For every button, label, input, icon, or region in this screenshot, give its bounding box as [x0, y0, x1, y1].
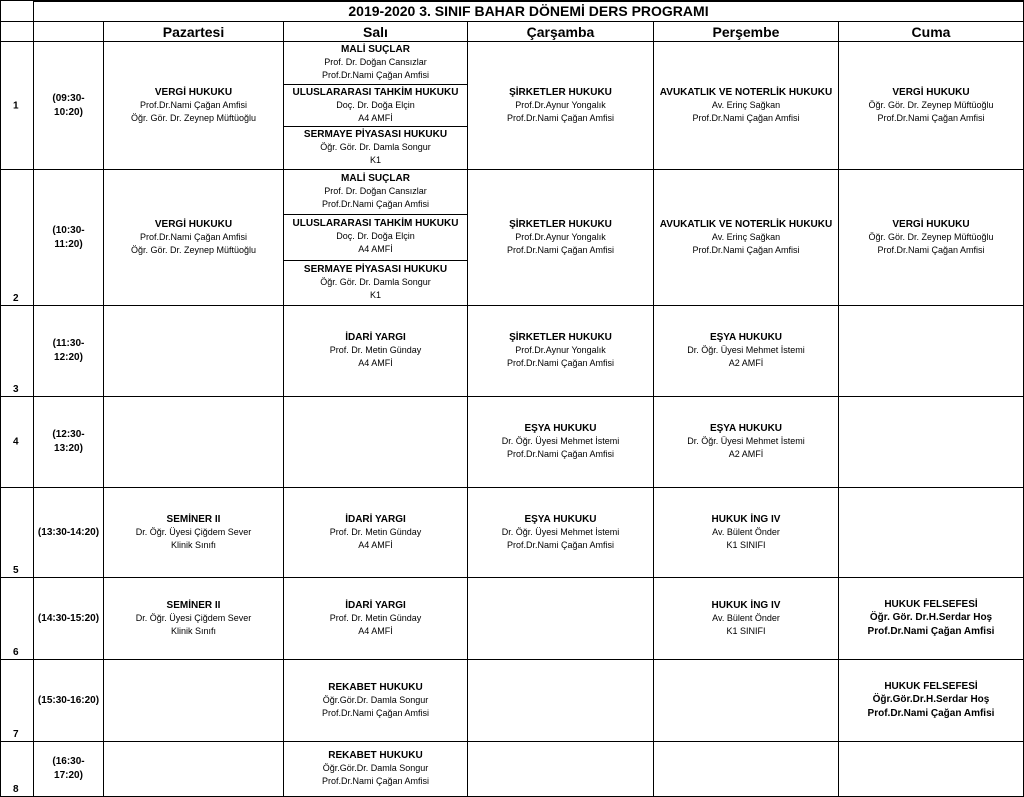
schedule-cell-sali	[284, 488, 468, 578]
course-detail: Prof. Dr. Doğan Cansızlar	[324, 56, 427, 67]
period-number: 7	[13, 729, 19, 740]
course-detail: Prof.Dr.Aynur Yongalık	[515, 99, 606, 110]
period-number-cell	[0, 170, 34, 306]
course-name: ŞİRKETLER HUKUKU	[509, 86, 612, 98]
corner-cell	[0, 0, 34, 22]
schedule-cell-sali	[284, 306, 468, 397]
period-number: 3	[13, 384, 19, 395]
time-slot-label: (11:30-	[52, 338, 85, 349]
course-name: MALİ SUÇLAR	[341, 173, 410, 185]
course-detail: Öğr.Gör.Dr. Damla Songur	[322, 694, 429, 705]
period-number: 5	[13, 565, 19, 576]
course-name: REKABET HUKUKU	[328, 681, 423, 693]
schedule-cell-persembe	[654, 660, 839, 742]
schedule-cell-sali	[284, 170, 468, 306]
time-slot-cell	[34, 42, 104, 170]
period-number-cell	[0, 397, 34, 488]
time-slot-label: 13:20)	[54, 443, 83, 454]
course-detail: Prof.Dr.Nami Çağan Amfisi	[692, 112, 800, 123]
period-number-cell	[0, 306, 34, 397]
course-detail: Prof.Dr.Nami Çağan Amfisi	[321, 776, 430, 786]
time-slot-label: 10:20)	[54, 106, 83, 118]
course-detail: Prof.Dr.Nami Çağan Amfisi	[321, 199, 430, 210]
time-slot-cell	[34, 397, 104, 488]
day-header-persembe	[654, 22, 839, 42]
time-slot-label: (12:30-	[52, 429, 85, 440]
course-detail: Öğr.Gör.Dr. Damla Songur	[322, 763, 429, 773]
period-number: 8	[13, 784, 19, 795]
schedule-cell-carsamba	[468, 578, 654, 660]
course-detail: Öğr. Gör. Dr. Zeynep Müftüoğlu	[130, 112, 257, 123]
course-name: ŞİRKETLER HUKUKU	[509, 218, 612, 230]
schedule-cell-pazartesi	[104, 742, 284, 797]
course-name: EŞYA HUKUKU	[524, 513, 597, 525]
course-detail: Öğr.Gör.Dr.H.Serdar Hoş	[872, 693, 990, 705]
schedule-cell-cuma	[839, 397, 1024, 488]
course-name: HUKUK İNG IV	[711, 599, 781, 611]
course-block-uluslararasi-tahkim-hukuku	[284, 214, 467, 259]
table-left-border	[0, 0, 1, 797]
course-detail: Prof.Dr.Nami Çağan Amfisi	[692, 244, 800, 255]
course-detail: A4 AMFİ	[358, 244, 393, 255]
course-detail: Dr. Öğr. Üyesi Mehmet İstemi	[687, 345, 805, 355]
schedule-cell-cuma	[839, 660, 1024, 742]
course-detail: A4 AMFİ	[358, 112, 393, 123]
course-detail: A4 AMFİ	[358, 539, 393, 550]
course-detail: Prof.Dr.Nami Çağan Amfisi	[867, 625, 995, 637]
schedule-cell-pazartesi	[104, 42, 284, 170]
time-slot-label: 12:20)	[54, 352, 83, 363]
schedule-cell-sali	[284, 397, 468, 488]
course-detail: Dr. Öğr. Üyesi Mehmet İstemi	[501, 526, 620, 537]
course-detail: Öğr. Gör. Dr. Damla Songur	[320, 142, 431, 153]
course-name: SEMİNER II	[166, 599, 221, 611]
course-detail: Prof. Dr. Metin Günday	[329, 612, 422, 623]
course-detail: Prof. Dr. Metin Günday	[329, 345, 422, 355]
course-block-sermaye-piyasasi-hukuku	[284, 260, 467, 305]
course-name: İDARİ YARGI	[345, 599, 406, 611]
course-detail: Doç. Dr. Doğa Elçin	[336, 99, 415, 110]
schedule-cell-carsamba	[468, 397, 654, 488]
time-header-cell	[34, 22, 104, 42]
schedule-cell-persembe	[654, 397, 839, 488]
course-block-sermaye-piyasasi-hukuku	[284, 126, 467, 169]
schedule-cell-persembe	[654, 170, 839, 306]
day-header-label: Pazartesi	[162, 23, 225, 40]
schedule-cell-pazartesi	[104, 306, 284, 397]
schedule-cell-cuma	[839, 170, 1024, 306]
course-name: İDARİ YARGI	[345, 513, 406, 525]
course-name: REKABET HUKUKU	[328, 750, 423, 761]
course-name: EŞYA HUKUKU	[709, 332, 783, 343]
course-detail: Öğr. Gör. Dr.H.Serdar Hoş	[869, 611, 993, 623]
course-detail: Prof.Dr.Nami Çağan Amfisi	[877, 244, 985, 255]
course-block-mali-suclar	[284, 42, 467, 84]
course-detail: Prof.Dr.Nami Çağan Amfisi	[506, 244, 615, 255]
course-detail: Prof.Dr.Aynur Yongalık	[515, 231, 606, 242]
course-detail: Klinik Sınıfı	[170, 539, 217, 550]
schedule-cell-sali	[284, 578, 468, 660]
course-detail: Av. Erinç Sağkan	[711, 99, 781, 110]
schedule-cell-cuma	[839, 306, 1024, 397]
course-detail: Prof.Dr.Aynur Yongalık	[515, 345, 606, 355]
day-header-label: Cuma	[911, 23, 951, 40]
course-detail: Dr. Öğr. Üyesi Mehmet İstemi	[687, 436, 805, 446]
day-header-pazartesi	[104, 22, 284, 42]
time-slot-cell	[34, 170, 104, 306]
course-detail: K1	[369, 289, 381, 300]
corner-cell	[0, 22, 34, 42]
schedule-cell-cuma	[839, 42, 1024, 170]
day-header-label: Perşembe	[712, 23, 780, 40]
time-slot-label: 17:20)	[54, 770, 83, 781]
period-number-cell	[0, 742, 34, 797]
course-name: SERMAYE PİYASASI HUKUKU	[303, 263, 448, 275]
period-number-cell	[0, 660, 34, 742]
schedule-cell-pazartesi	[104, 397, 284, 488]
course-detail: Dr. Öğr. Üyesi Çiğdem Sever	[135, 612, 252, 623]
schedule-cell-carsamba	[468, 742, 654, 797]
schedule-cell-persembe	[654, 578, 839, 660]
period-number-cell	[0, 42, 34, 170]
schedule-cell-sali	[284, 42, 468, 170]
course-name: SERMAYE PİYASASI HUKUKU	[303, 129, 448, 141]
course-detail: Prof.Dr.Nami Çağan Amfisi	[877, 112, 985, 123]
course-detail: Klinik Sınıfı	[170, 625, 217, 636]
course-name: İDARİ YARGI	[345, 332, 406, 343]
course-detail: Prof.Dr.Nami Çağan Amfisi	[506, 539, 615, 550]
time-slot-cell	[34, 578, 104, 660]
course-detail: A2 AMFİ	[728, 358, 764, 368]
time-slot-label: 11:20)	[54, 238, 83, 250]
course-name: ULUSLARARASI TAHKİM HUKUKU	[292, 218, 459, 230]
time-slot-cell	[34, 742, 104, 797]
schedule-cell-cuma	[839, 488, 1024, 578]
period-number: 1	[13, 100, 19, 111]
course-detail: Prof. Dr. Doğan Cansızlar	[324, 186, 427, 197]
course-name: VERGİ HUKUKU	[892, 218, 970, 230]
day-header-carsamba	[468, 22, 654, 42]
course-detail: Prof.Dr.Nami Çağan Amfisi	[139, 231, 248, 242]
time-slot-label: (15:30-16:20)	[37, 694, 100, 706]
course-detail: Dr. Öğr. Üyesi Mehmet İstemi	[501, 436, 620, 446]
schedule-cell-carsamba	[468, 488, 654, 578]
time-slot-label: (13:30-14:20)	[37, 526, 100, 538]
schedule-cell-cuma	[839, 578, 1024, 660]
schedule-cell-sali	[284, 660, 468, 742]
course-block-mali-suclar	[284, 170, 467, 214]
course-name: VERGİ HUKUKU	[154, 218, 233, 230]
course-detail: Prof.Dr.Nami Çağan Amfisi	[867, 707, 995, 719]
course-detail: K1 SINIFI	[726, 539, 766, 550]
schedule-cell-sali	[284, 742, 468, 797]
course-name: SEMİNER II	[166, 513, 221, 525]
schedule-cell-carsamba	[468, 170, 654, 306]
course-detail: Prof.Dr.Nami Çağan Amfisi	[506, 449, 615, 459]
course-detail: Öğr. Gör. Dr. Zeynep Müftüoğlu	[868, 99, 994, 110]
course-detail: Prof.Dr.Nami Çağan Amfisi	[139, 99, 248, 110]
schedule-cell-pazartesi	[104, 488, 284, 578]
title-cell	[34, 0, 1024, 22]
course-detail: Dr. Öğr. Üyesi Çiğdem Sever	[135, 526, 252, 537]
course-detail: Doç. Dr. Doğa Elçin	[336, 231, 415, 242]
course-name: ULUSLARARASI TAHKİM HUKUKU	[292, 86, 459, 98]
course-detail: Öğr. Gör. Dr. Zeynep Müftüoğlu	[130, 244, 257, 255]
table-top-border-thick	[34, 0, 1024, 2]
schedule-cell-carsamba	[468, 660, 654, 742]
day-header-label: Salı	[363, 23, 388, 40]
course-block-uluslararasi-tahkim-hukuku	[284, 84, 467, 127]
day-header-cuma	[839, 22, 1024, 42]
time-slot-label: (16:30-	[52, 756, 85, 767]
course-detail: K1	[369, 155, 381, 166]
course-detail: K1 SINIFI	[726, 625, 766, 636]
course-name: MALİ SUÇLAR	[341, 43, 410, 55]
page-title: 2019-2020 3. SINIF BAHAR DÖNEMİ DERS PROGRAMI	[348, 2, 709, 19]
period-number: 2	[13, 293, 19, 304]
schedule-cell-pazartesi	[104, 660, 284, 742]
schedule-cell-cuma	[839, 742, 1024, 797]
schedule-cell-persembe	[654, 42, 839, 170]
time-slot-cell	[34, 488, 104, 578]
time-slot-label: (10:30-	[52, 224, 85, 236]
course-name: EŞYA HUKUKU	[524, 423, 597, 434]
course-detail: Prof.Dr.Nami Çağan Amfisi	[321, 707, 430, 718]
time-slot-label: (09:30-	[52, 92, 85, 104]
course-detail: A2 AMFİ	[728, 449, 764, 459]
course-name: AVUKATLIK VE NOTERLİK HUKUKU	[659, 86, 833, 98]
course-detail: Prof.Dr.Nami Çağan Amfisi	[321, 69, 430, 80]
schedule-cell-persembe	[654, 488, 839, 578]
schedule-cell-persembe	[654, 742, 839, 797]
schedule-cell-pazartesi	[104, 578, 284, 660]
time-slot-cell	[34, 306, 104, 397]
day-header-sali	[284, 22, 468, 42]
course-detail: Av. Bülent Önder	[712, 526, 780, 537]
course-detail: A4 AMFİ	[358, 358, 393, 368]
schedule-cell-carsamba	[468, 42, 654, 170]
time-slot-label: (14:30-15:20)	[37, 612, 100, 624]
course-name: HUKUK FELSEFESİ	[884, 680, 978, 692]
period-number: 4	[13, 436, 19, 448]
course-name: HUKUK İNG IV	[711, 513, 781, 525]
course-detail: Prof. Dr. Metin Günday	[329, 526, 422, 537]
course-name: VERGİ HUKUKU	[892, 86, 970, 98]
course-detail: Prof.Dr.Nami Çağan Amfisi	[506, 358, 615, 368]
course-detail: Öğr. Gör. Dr. Damla Songur	[320, 276, 431, 287]
course-name: HUKUK FELSEFESİ	[884, 598, 978, 610]
time-slot-cell	[34, 660, 104, 742]
course-detail: Prof.Dr.Nami Çağan Amfisi	[506, 112, 615, 123]
course-detail: A4 AMFİ	[358, 625, 393, 636]
course-detail: Öğr. Gör. Dr. Zeynep Müftüoğlu	[868, 231, 994, 242]
course-detail: Av. Erinç Sağkan	[711, 231, 781, 242]
course-name: EŞYA HUKUKU	[709, 423, 783, 434]
schedule-cell-carsamba	[468, 306, 654, 397]
day-header-label: Çarşamba	[526, 23, 595, 40]
period-number-cell	[0, 578, 34, 660]
course-name: AVUKATLIK VE NOTERLİK HUKUKU	[659, 218, 833, 230]
period-number: 6	[13, 647, 19, 658]
schedule-cell-persembe	[654, 306, 839, 397]
schedule-cell-pazartesi	[104, 170, 284, 306]
course-name: VERGİ HUKUKU	[154, 86, 233, 98]
course-detail: Av. Bülent Önder	[712, 612, 780, 623]
period-number-cell	[0, 488, 34, 578]
course-name: ŞİRKETLER HUKUKU	[509, 332, 612, 343]
